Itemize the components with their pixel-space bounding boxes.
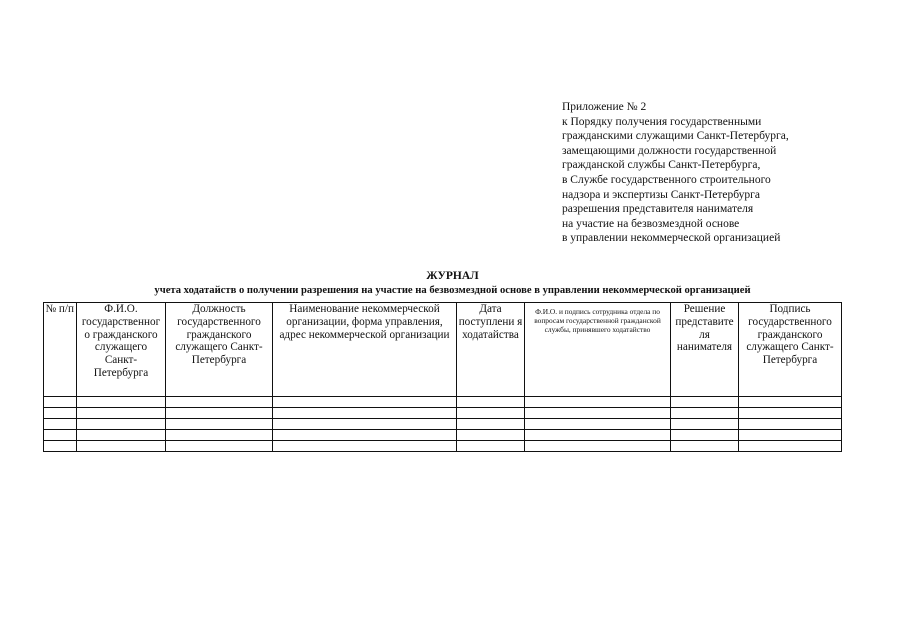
appendix-line: в управлении некоммерческой организацией [562,232,781,245]
appendix-line: гражданскими служащими Санкт-Петербурга, [562,130,789,143]
table-cell[interactable] [44,419,77,430]
table-cell[interactable] [457,430,525,441]
table-row [44,419,842,430]
column-header: Ф.И.О. государственног о гражданского служащего Санкт-Петербурга [77,303,166,397]
table-cell[interactable] [739,397,842,408]
appendix-line: замещающими должности государственной [562,144,777,157]
table-row [44,408,842,419]
table-cell[interactable] [166,430,273,441]
appendix-line: в Службе государственного строительного [562,173,771,186]
table-cell[interactable] [44,408,77,419]
table-cell[interactable] [739,430,842,441]
column-header: Дата поступлени я ходатайства [457,303,525,397]
table-cell[interactable] [166,419,273,430]
table-cell[interactable] [525,397,671,408]
table-row [44,441,842,452]
table-cell[interactable] [77,408,166,419]
table-header-row [44,303,842,397]
column-header: Должность государственного гражданского служащего Санкт-Петербурга [166,303,273,397]
table-cell[interactable] [44,441,77,452]
table-cell[interactable] [525,441,671,452]
table-cell[interactable] [77,397,166,408]
table-cell[interactable] [525,419,671,430]
table-cell[interactable] [457,441,525,452]
table-cell[interactable] [457,408,525,419]
table-cell[interactable] [671,419,739,430]
table-cell[interactable] [166,408,273,419]
table-cell[interactable] [77,419,166,430]
table-cell[interactable] [77,441,166,452]
table-cell[interactable] [77,430,166,441]
column-header: № п/п [44,303,77,397]
appendix-line: надзора и экспертизы Санкт-Петербурга [562,188,760,201]
journal-title: ЖУРНАЛ [426,270,479,282]
column-header: Наименование некоммерческой организации, форма управления, адрес некоммерческой организации [273,303,457,397]
table-cell[interactable] [739,441,842,452]
table-cell[interactable] [273,441,457,452]
table-cell[interactable] [525,408,671,419]
table-row [44,430,842,441]
column-header: Подпись государственного гражданского служащего Санкт-Петербурга [739,303,842,397]
journal-subtitle: учета ходатайств о получении разрешения на участие на безвозмездной основе в управлении некоммерческой организацией [154,285,751,296]
appendix-line: разрешения представителя нанимателя [562,203,754,216]
appendix-block [562,100,892,246]
table-cell[interactable] [671,408,739,419]
table-cell[interactable] [273,430,457,441]
table-cell[interactable] [739,408,842,419]
table-cell[interactable] [525,430,671,441]
column-header: Решение представите ля нанимателя [671,303,739,397]
appendix-line: к Порядку получения государственными [562,115,762,128]
table-cell[interactable] [739,419,842,430]
table-row [44,397,842,408]
appendix-line: Приложение № 2 [562,101,647,113]
table-cell[interactable] [457,397,525,408]
appendix-line: гражданской службы Санкт-Петербурга, [562,159,761,172]
table-cell[interactable] [671,397,739,408]
table-cell[interactable] [166,441,273,452]
table-cell[interactable] [273,419,457,430]
table-cell[interactable] [671,430,739,441]
table-cell[interactable] [273,397,457,408]
table-cell[interactable] [44,397,77,408]
table-cell[interactable] [671,441,739,452]
table-cell[interactable] [166,397,273,408]
table-cell[interactable] [273,408,457,419]
journal-table [43,302,842,452]
table-cell[interactable] [44,430,77,441]
table-cell[interactable] [457,419,525,430]
appendix-line: на участие на безвозмездной основе [562,217,740,230]
column-header: Ф.И.О. и подпись сотрудника отдела по вопросам государственной гражданской службы, принявшего ходатайство [525,303,671,397]
